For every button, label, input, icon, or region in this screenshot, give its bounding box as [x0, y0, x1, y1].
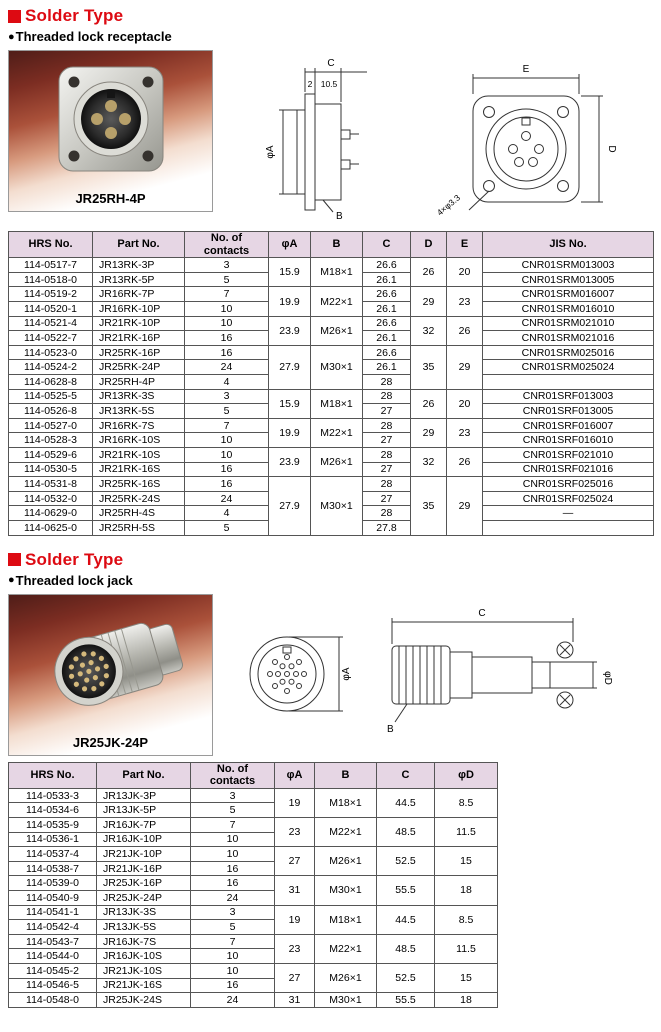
jack-photo-art	[26, 605, 196, 723]
table-cell: CNR01SRF021010	[483, 448, 654, 463]
table-cell: CNR01SRM025016	[483, 345, 654, 360]
photo-caption-jack: JR25JK-24P	[72, 734, 149, 750]
red-square-icon	[8, 553, 21, 566]
column-header: E	[447, 232, 483, 258]
table-cell: 35	[411, 345, 447, 389]
table-cell: CNR01SRF025016	[483, 477, 654, 492]
table-cell: 19	[275, 905, 315, 934]
table-cell: 114-0625-0	[9, 520, 93, 535]
dim-label-c: C	[327, 58, 335, 69]
table-cell: JR16JK-10S	[97, 949, 191, 964]
table-cell: JR21RK-16S	[93, 462, 185, 477]
table-cell: JR25RK-24S	[93, 491, 185, 506]
table-cell: JR13RK-3P	[93, 258, 185, 273]
table-cell: 8.5	[435, 788, 498, 817]
table-cell: CNR01SRF016010	[483, 433, 654, 448]
table-cell: 114-0521-4	[9, 316, 93, 331]
table-cell: 27	[275, 847, 315, 876]
table-cell: 5	[185, 404, 269, 419]
receptacle-spec-table	[8, 231, 654, 536]
table-cell: 114-0525-5	[9, 389, 93, 404]
table-row	[9, 847, 498, 862]
table-cell: 18	[435, 876, 498, 905]
table-cell: 26.1	[363, 331, 411, 346]
table-cell: 19	[275, 788, 315, 817]
table-cell: CNR01SRF025024	[483, 491, 654, 506]
table-cell: —	[483, 506, 654, 521]
table-cell: 114-0535-9	[9, 818, 97, 833]
table-row	[9, 448, 654, 463]
table-cell: 114-0528-3	[9, 433, 93, 448]
table-cell: 3	[191, 905, 275, 920]
column-header: C	[363, 232, 411, 258]
dim-label-holes: 4×φ3.3	[434, 192, 462, 218]
table-cell	[483, 520, 654, 535]
table-cell: 26.1	[363, 360, 411, 375]
table-cell: M18×1	[311, 258, 363, 287]
table-cell: 29	[411, 418, 447, 447]
table-cell: 5	[191, 920, 275, 935]
table-cell: 26	[411, 258, 447, 287]
column-header: JIS No.	[483, 232, 654, 258]
table-cell: 114-0548-0	[9, 993, 97, 1008]
table-cell: 114-0540-9	[9, 891, 97, 906]
table-cell: 24	[185, 360, 269, 375]
receptacle-drawing-svg	[227, 52, 647, 220]
table-cell: CNR01SRM016007	[483, 287, 654, 302]
table-cell: CNR01SRM021010	[483, 316, 654, 331]
table-cell: 5	[191, 803, 275, 818]
table-cell: 114-0542-4	[9, 920, 97, 935]
table-cell: 48.5	[377, 818, 435, 847]
table-cell: 3	[191, 788, 275, 803]
table-cell: JR16JK-7S	[97, 934, 191, 949]
table-cell: 114-0530-5	[9, 462, 93, 477]
table-cell: JR13RK-5P	[93, 272, 185, 287]
table-cell: 18	[435, 993, 498, 1008]
table-cell: 10	[185, 302, 269, 317]
dim-label-b: B	[336, 211, 343, 220]
table-row	[9, 258, 654, 273]
table-cell: 16	[191, 861, 275, 876]
section1-subtitle	[8, 29, 653, 44]
table-cell: 114-0533-3	[9, 788, 97, 803]
table-cell: JR25JK-24S	[97, 993, 191, 1008]
table-cell: 3	[185, 389, 269, 404]
table-cell: 114-0628-8	[9, 375, 93, 390]
table-cell: 4	[185, 506, 269, 521]
table-cell: 16	[185, 477, 269, 492]
table-cell: M18×1	[315, 788, 377, 817]
table-cell: JR21RK-10P	[93, 316, 185, 331]
photo-caption-receptacle: JR25RH-4P	[75, 191, 146, 206]
table-cell: M26×1	[315, 963, 377, 992]
column-header: B	[315, 762, 377, 788]
table-cell: CNR01SRM025024	[483, 360, 654, 375]
section2-figures	[8, 594, 653, 756]
table-cell: CNR01SRM016010	[483, 302, 654, 317]
table-row	[9, 876, 498, 891]
column-header: Part No.	[97, 762, 191, 788]
column-header: φA	[275, 762, 315, 788]
table-cell: 28	[363, 375, 411, 390]
table-cell: 28	[363, 477, 411, 492]
table-cell: 10	[191, 847, 275, 862]
table-cell: CNR01SRM013003	[483, 258, 654, 273]
table-cell: 55.5	[377, 876, 435, 905]
table-cell: JR16JK-10P	[97, 832, 191, 847]
dim-label-c: C	[478, 607, 486, 619]
table-cell: JR13JK-5S	[97, 920, 191, 935]
table-cell: 10	[191, 832, 275, 847]
table-cell: 114-0522-7	[9, 331, 93, 346]
table-cell: 114-0518-0	[9, 272, 93, 287]
table-cell: 16	[185, 462, 269, 477]
dim-label-phiD: φD	[602, 670, 613, 685]
table-cell: 114-0536-1	[9, 832, 97, 847]
table-cell: M26×1	[315, 847, 377, 876]
table-cell: JR13JK-3P	[97, 788, 191, 803]
table-cell: JR16RK-7S	[93, 418, 185, 433]
table-row	[9, 316, 654, 331]
table-cell: 23	[275, 818, 315, 847]
table-cell: 114-0539-0	[9, 876, 97, 891]
dim-label-b: B	[387, 723, 394, 735]
table-cell: JR25RK-24P	[93, 360, 185, 375]
table-cell: 15	[435, 847, 498, 876]
table-cell: JR13JK-3S	[97, 905, 191, 920]
table-cell: 23.9	[269, 448, 311, 477]
table-cell: 27	[363, 433, 411, 448]
table-cell: 114-0537-4	[9, 847, 97, 862]
table-row	[9, 818, 498, 833]
table-cell: 10	[191, 949, 275, 964]
table-cell: 44.5	[377, 905, 435, 934]
table-cell: M30×1	[311, 345, 363, 389]
table-cell: 15.9	[269, 258, 311, 287]
table-cell: 26	[447, 448, 483, 477]
table-cell: JR25RH-4S	[93, 506, 185, 521]
table-row	[9, 389, 654, 404]
table-cell: M22×1	[315, 818, 377, 847]
column-header: φA	[269, 232, 311, 258]
table-cell: JR13RK-3S	[93, 389, 185, 404]
table-cell: JR13JK-5P	[97, 803, 191, 818]
table-cell: CNR01SRM013005	[483, 272, 654, 287]
table-cell: 11.5	[435, 818, 498, 847]
table-cell: M22×1	[311, 287, 363, 316]
table-cell: 114-0541-1	[9, 905, 97, 920]
circle-bullet-icon: ●	[8, 30, 15, 43]
section2-title	[8, 550, 653, 570]
receptacle-photo-art	[41, 61, 181, 179]
table-cell: JR16RK-7P	[93, 287, 185, 302]
table-cell: 10	[185, 316, 269, 331]
table-cell: 15.9	[269, 389, 311, 418]
table-cell: 48.5	[377, 934, 435, 963]
table-cell: 114-0529-6	[9, 448, 93, 463]
table-cell: 20	[447, 389, 483, 418]
table-cell: 29	[447, 345, 483, 389]
table-cell: 26.6	[363, 316, 411, 331]
table-cell: CNR01SRM021016	[483, 331, 654, 346]
table-cell: 52.5	[377, 847, 435, 876]
table-cell: 24	[191, 993, 275, 1008]
header-row	[9, 232, 654, 258]
table-cell: 31	[275, 993, 315, 1008]
dim-label-2: 2	[307, 79, 313, 89]
table-row	[9, 963, 498, 978]
table-cell: M26×1	[311, 316, 363, 345]
column-header: Part No.	[93, 232, 185, 258]
table-cell: 24	[191, 891, 275, 906]
table-cell: 24	[185, 491, 269, 506]
table-cell: 7	[185, 418, 269, 433]
table-cell: 26.1	[363, 272, 411, 287]
section1-title-text: Solder Type	[25, 6, 124, 25]
table-cell: JR25RK-16P	[93, 345, 185, 360]
dim-label-d: D	[606, 145, 617, 153]
table-cell: 16	[191, 876, 275, 891]
product-photo-receptacle	[8, 50, 213, 212]
table-cell: 114-0545-2	[9, 963, 97, 978]
jack-drawing-svg	[227, 596, 647, 746]
table-cell: 114-0531-8	[9, 477, 93, 492]
table-cell: JR21JK-16P	[97, 861, 191, 876]
table-cell: JR25RK-16S	[93, 477, 185, 492]
table-cell: M18×1	[311, 389, 363, 418]
table-cell: 114-0546-5	[9, 978, 97, 993]
table-cell: 27	[363, 491, 411, 506]
section1-title	[8, 6, 653, 26]
section2-subtitle	[8, 573, 653, 588]
table-row	[9, 905, 498, 920]
section-jack	[8, 550, 653, 1008]
table-cell: 5	[185, 272, 269, 287]
section-receptacle	[8, 6, 653, 536]
table-cell: 27.9	[269, 477, 311, 535]
table-cell: CNR01SRF016007	[483, 418, 654, 433]
table-cell: 7	[191, 934, 275, 949]
table-cell: 19.9	[269, 287, 311, 316]
table-cell: 32	[411, 448, 447, 477]
table-cell: 55.5	[377, 993, 435, 1008]
table-cell: 26.6	[363, 345, 411, 360]
table-cell: 20	[447, 258, 483, 287]
table-cell: 114-0532-0	[9, 491, 93, 506]
table-cell: 26.6	[363, 287, 411, 302]
table-cell: 10	[191, 963, 275, 978]
table-cell: 114-0543-7	[9, 934, 97, 949]
dimension-drawing-jack	[227, 594, 653, 751]
table-cell: 26	[411, 389, 447, 418]
table-cell: 7	[191, 818, 275, 833]
table-cell: JR21RK-16P	[93, 331, 185, 346]
table-row	[9, 788, 498, 803]
table-cell: 44.5	[377, 788, 435, 817]
table-cell: CNR01SRF013003	[483, 389, 654, 404]
table-cell: 19.9	[269, 418, 311, 447]
table-cell: 27	[363, 404, 411, 419]
table-cell: 23	[447, 418, 483, 447]
section1-figures	[8, 50, 653, 225]
column-header: B	[311, 232, 363, 258]
table-cell: 28	[363, 389, 411, 404]
table-cell: 114-0538-7	[9, 861, 97, 876]
table-cell: 4	[185, 375, 269, 390]
column-header: D	[411, 232, 447, 258]
table-cell: JR25JK-16P	[97, 876, 191, 891]
table-cell: JR16RK-10P	[93, 302, 185, 317]
table-cell: 16	[185, 345, 269, 360]
table-cell: 114-0544-0	[9, 949, 97, 964]
table-cell: 8.5	[435, 905, 498, 934]
table-cell: M22×1	[315, 934, 377, 963]
table-cell: 114-0520-1	[9, 302, 93, 317]
table-cell: 27	[363, 462, 411, 477]
table-cell: 114-0524-2	[9, 360, 93, 375]
table-cell: JR21JK-16S	[97, 978, 191, 993]
table-cell: M30×1	[315, 876, 377, 905]
table-cell: 114-0526-8	[9, 404, 93, 419]
column-header: HRS No.	[9, 232, 93, 258]
table-cell: 26	[447, 316, 483, 345]
column-header: No. of contacts	[191, 762, 275, 788]
table-cell: 114-0523-0	[9, 345, 93, 360]
table-cell: 114-0629-0	[9, 506, 93, 521]
table-cell: 114-0527-0	[9, 418, 93, 433]
table-cell: 23	[275, 934, 315, 963]
table-cell: 26.6	[363, 258, 411, 273]
column-header: No. of contacts	[185, 232, 269, 258]
table-cell: JR25RH-4P	[93, 375, 185, 390]
dim-label-phiA: φA	[265, 145, 276, 159]
column-header: φD	[435, 762, 498, 788]
table-row	[9, 993, 498, 1008]
section2-subtitle-text: Threaded lock jack	[15, 572, 133, 588]
table-cell: JR16JK-7P	[97, 818, 191, 833]
table-cell: 52.5	[377, 963, 435, 992]
table-cell: 5	[185, 520, 269, 535]
table-cell: JR25JK-24P	[97, 891, 191, 906]
column-header: C	[377, 762, 435, 788]
table-cell: 32	[411, 316, 447, 345]
table-cell: 11.5	[435, 934, 498, 963]
dimension-drawing-receptacle	[227, 50, 653, 225]
table-row	[9, 477, 654, 492]
table-cell: 27.8	[363, 520, 411, 535]
table-cell: 10	[185, 433, 269, 448]
table-cell: 114-0517-7	[9, 258, 93, 273]
dim-label-10-5: 10.5	[320, 79, 338, 89]
table-cell: 28	[363, 418, 411, 433]
circle-bullet-icon: ●	[8, 574, 15, 587]
section1-subtitle-text: Threaded lock receptacle	[15, 29, 172, 44]
table-cell: M30×1	[315, 993, 377, 1008]
table-cell: 35	[411, 477, 447, 535]
table-cell: JR13RK-5S	[93, 404, 185, 419]
product-photo-jack	[8, 594, 213, 756]
table-cell: 23	[447, 287, 483, 316]
table-cell: 114-0534-6	[9, 803, 97, 818]
table-cell: M22×1	[311, 418, 363, 447]
table-cell: M30×1	[311, 477, 363, 535]
table-cell	[483, 375, 654, 390]
table-cell: 114-0519-2	[9, 287, 93, 302]
table-row	[9, 287, 654, 302]
table-cell: 31	[275, 876, 315, 905]
table-cell: 10	[185, 448, 269, 463]
column-header: HRS No.	[9, 762, 97, 788]
header-row	[9, 762, 498, 788]
table-cell: 23.9	[269, 316, 311, 345]
table-row	[9, 934, 498, 949]
table-cell: 27	[275, 963, 315, 992]
dim-label-phiA: φA	[341, 666, 352, 681]
table-cell: 26.1	[363, 302, 411, 317]
table-cell: CNR01SRF021016	[483, 462, 654, 477]
table-cell: 3	[185, 258, 269, 273]
table-cell: 15	[435, 963, 498, 992]
table-cell: JR16RK-10S	[93, 433, 185, 448]
dim-label-e: E	[522, 64, 530, 75]
table-cell: 28	[363, 448, 411, 463]
table-cell: 16	[191, 978, 275, 993]
section2-title-text: Solder Type	[25, 549, 124, 569]
table-cell: JR21JK-10P	[97, 847, 191, 862]
table-row	[9, 418, 654, 433]
red-square-icon	[8, 10, 21, 23]
table-cell: M26×1	[311, 448, 363, 477]
table-cell: CNR01SRF013005	[483, 404, 654, 419]
table-cell: 27.9	[269, 345, 311, 389]
table-cell: JR21JK-10S	[97, 963, 191, 978]
table-cell: 16	[185, 331, 269, 346]
table-row	[9, 345, 654, 360]
table-cell: 29	[447, 477, 483, 535]
table-cell: JR21RK-10S	[93, 448, 185, 463]
table-cell: 7	[185, 287, 269, 302]
jack-spec-table	[8, 762, 498, 1008]
table-cell: JR25RH-5S	[93, 520, 185, 535]
table-cell: M18×1	[315, 905, 377, 934]
table-cell: 28	[363, 506, 411, 521]
table-cell: 29	[411, 287, 447, 316]
